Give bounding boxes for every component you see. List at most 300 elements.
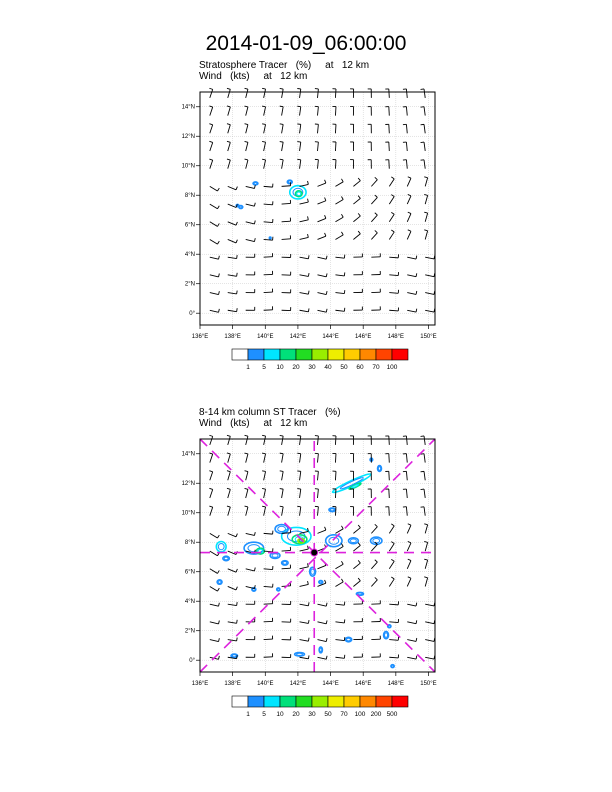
p1-wind-barb-150 [335, 290, 344, 293]
p1-wind-barb-132 [246, 271, 255, 274]
p2-ytick-label-5: 10°N [181, 510, 195, 517]
p2-wind-barb-60 [350, 507, 353, 516]
p1-wind-barb-135 [300, 273, 309, 276]
p2-wind-barb-1 [227, 435, 230, 445]
p2-wind-barb-28 [245, 471, 248, 481]
p1-wind-barb-47 [350, 142, 353, 151]
p1-wind-barb-11 [403, 89, 407, 98]
p1-wind-barb-30 [280, 124, 283, 133]
p2-colorbar-label-6: 70 [340, 711, 348, 718]
p1-wind-barb-74 [371, 177, 377, 186]
p1-wind-barb-51 [421, 142, 426, 151]
p2-wind-barb-16 [262, 453, 265, 463]
p1-xtick-label-1: 138°E [224, 334, 241, 340]
p2-tracer-patch-inner-8 [272, 554, 278, 558]
p2-ytick-label-2: 4°N [184, 599, 195, 606]
p2-wind-barb-51 [421, 489, 426, 498]
p2-wind-barb-34 [350, 471, 353, 480]
p1-wind-barb-110 [318, 233, 326, 240]
p1-wind-barb-67 [246, 185, 256, 188]
p1-wind-barb-122 [300, 255, 309, 258]
p2-tracer-patch-inner-4 [218, 544, 224, 550]
p2-colorbar-box-1 [248, 696, 264, 707]
p2-wind-barb-135 [300, 620, 309, 623]
p2-wind-barb-162 [318, 656, 328, 659]
p2-tracer-patch-inner-27 [347, 638, 351, 641]
p2-ytick-label-3: 6°N [184, 569, 195, 576]
p2-center-marker [311, 549, 318, 556]
p2-wind-barb-136 [318, 620, 328, 623]
p2-wind-barb-143 [210, 638, 220, 641]
p2-wind-barb-150 [335, 637, 344, 640]
p2-wind-barb-93 [246, 567, 256, 570]
p1-wind-barb-136 [318, 273, 328, 276]
p2-wind-barb-74 [371, 524, 377, 533]
p1-colorbar-label-9: 100 [386, 364, 398, 371]
p2-tracer-patch-inner-20 [358, 593, 362, 595]
p1-wind-barb-96 [300, 216, 309, 221]
p1-wind-barb-126 [371, 253, 380, 257]
p2-wind-barb-65 [210, 533, 220, 538]
p1-xtick-label-3: 142°E [289, 334, 307, 340]
p1-wind-barb-61 [368, 160, 372, 169]
p1-wind-barb-20 [332, 106, 335, 115]
p2-wind-barb-42 [262, 488, 265, 498]
p2-wind-barb-122 [300, 602, 309, 605]
p1-wind-barb-59 [332, 159, 335, 168]
p1-wind-barb-48 [368, 142, 372, 151]
p1-colorbar-label-5: 40 [324, 364, 332, 371]
p2-wind-barb-43 [280, 489, 283, 498]
p1-wind-barb-43 [280, 142, 283, 151]
p2-colorbar-label-4: 30 [308, 711, 316, 718]
p1-wind-barb-71 [318, 180, 326, 187]
p1-colorbar-box-2 [264, 349, 280, 360]
p2-tracer-patch-inner-13 [330, 509, 334, 511]
p2-tracer-patch-inner-24 [232, 655, 236, 657]
p1-wind-barb-72 [335, 179, 343, 187]
p2-wind-barb-99 [353, 560, 360, 568]
p1-wind-barb-160 [282, 307, 291, 310]
p1-wind-barb-82 [282, 200, 291, 204]
p2-wind-barb-6 [315, 436, 318, 445]
p1-wind-barb-68 [264, 184, 273, 187]
p1-ytick-label-6: 12°N [181, 134, 195, 141]
p2-wind-barb-48 [368, 489, 372, 498]
p2-wind-barb-168 [425, 656, 435, 659]
p2-wind-barb-38 [421, 471, 426, 480]
p2-colorbar-box-4 [296, 696, 312, 707]
p2-wind-barb-77 [424, 524, 427, 534]
p1-ytick-label-0: 0° [189, 311, 195, 318]
p1-wind-barb-164 [353, 307, 362, 311]
p1-wind-barb-33 [332, 124, 335, 133]
p1-wind-barb-15 [245, 106, 248, 116]
p1-wind-barb-27 [227, 124, 230, 134]
p1-wind-barb-81 [264, 201, 273, 204]
p1-wind-barb-45 [315, 142, 318, 151]
p1-wind-barb-99 [353, 213, 360, 221]
p2-tracer-patch-inner-26 [320, 648, 322, 652]
p2-wind-barb-91 [210, 569, 220, 574]
p1-wind-barb-121 [282, 254, 291, 257]
p1-wind-barb-55 [262, 159, 265, 169]
p1-wind-barb-124 [335, 255, 344, 258]
p1-wind-barb-100 [371, 213, 377, 222]
p1-wind-barb-56 [280, 159, 283, 168]
p1-colorbar-label-4: 30 [308, 364, 316, 371]
p2-wind-barb-13 [209, 453, 212, 463]
p2-wind-barb-133 [264, 618, 273, 622]
p2-wind-barb-167 [407, 656, 417, 659]
p2-wind-barb-7 [332, 436, 335, 445]
p1-wind-barb-49 [385, 142, 389, 151]
p2-wind-barb-112 [353, 578, 360, 586]
p1-ytick-label-5: 10°N [181, 163, 195, 170]
p2-wind-barb-25 [421, 454, 426, 463]
p1-wind-barb-117 [210, 256, 220, 259]
p1-wind-barb-104 [210, 239, 220, 244]
p1-wind-barb-7 [332, 89, 335, 98]
p2-wind-barb-151 [353, 636, 362, 640]
p1-wind-barb-115 [407, 230, 411, 240]
p1-wind-barb-2 [245, 88, 248, 98]
p2-ytick-label-4: 8°N [184, 540, 195, 547]
p1-tracer-patch-inner-4 [240, 206, 242, 208]
p1-wind-barb-28 [245, 124, 248, 134]
p2-tracer-patch-inner-11 [350, 539, 356, 543]
p2-ytick-label-6: 12°N [181, 481, 195, 488]
p2-tracer-patch-inner-16 [378, 467, 380, 471]
p2-xtick-label-4: 144°E [322, 681, 339, 687]
p2-tracer-patch-10 [326, 535, 342, 547]
p2-wind-barb-138 [353, 618, 362, 622]
p1-wind-barb-19 [315, 106, 318, 115]
p1-colorbar-box-1 [248, 349, 264, 360]
p1-wind-barb-0 [209, 88, 212, 98]
p2-xtick-label-0: 136°E [191, 681, 209, 687]
p1-colorbar-label-3: 20 [292, 364, 300, 371]
p1-wind-barb-89 [407, 194, 411, 204]
p2-wind-barb-94 [264, 566, 273, 569]
panel1-title-line1: Stratosphere Tracer (%) at 12 km [199, 60, 370, 71]
p1-wind-barb-140 [389, 272, 398, 275]
p1-xtick-label-7: 150°E [420, 334, 437, 340]
p2-wind-barb-76 [407, 524, 411, 534]
p2-tracer-patch-inner-29 [388, 625, 390, 627]
p1-xtick-label-0: 136°E [191, 334, 209, 340]
p2-wind-barb-102 [407, 559, 411, 569]
p2-colorbar-label-0: 1 [246, 711, 250, 718]
p2-wind-barb-139 [371, 618, 380, 622]
p1-colorbar-box-4 [296, 349, 312, 360]
p1-wind-barb-148 [300, 291, 309, 294]
p1-wind-barb-12 [421, 89, 426, 98]
p2-wind-barb-19 [315, 453, 318, 462]
p1-wind-barb-97 [318, 215, 326, 222]
p2-tracer-patch-inner-25 [297, 653, 303, 655]
p2-wind-barb-15 [245, 453, 248, 463]
p2-wind-barb-100 [371, 560, 377, 569]
p2-wind-barb-165 [371, 653, 380, 657]
p2-wind-barb-82 [282, 547, 291, 551]
p2-wind-barb-126 [371, 600, 380, 604]
p1-wind-barb-40 [227, 141, 230, 151]
p1-wind-barb-145 [246, 289, 255, 292]
p2-wind-barb-45 [315, 489, 318, 498]
panel2-map [180, 433, 450, 753]
p2-wind-barb-158 [246, 654, 255, 657]
p1-wind-barb-84 [318, 198, 326, 205]
p2-wind-barb-145 [246, 636, 255, 639]
p1-wind-barb-17 [280, 106, 283, 115]
p2-tracer-patch-inner-19 [320, 581, 322, 583]
p2-wind-barb-160 [282, 654, 291, 657]
p1-tracer-patch-inner-3 [254, 183, 257, 185]
p2-xtick-label-1: 138°E [224, 681, 241, 687]
p1-wind-barb-8 [350, 89, 353, 98]
p1-wind-barb-1 [227, 88, 230, 98]
p1-wind-barb-78 [210, 204, 220, 209]
p1-colorbar-label-2: 10 [276, 364, 284, 371]
p2-xtick-label-3: 142°E [289, 681, 307, 687]
p2-wind-barb-52 [209, 506, 212, 516]
p2-wind-barb-72 [335, 526, 343, 534]
p1-wind-barb-60 [350, 160, 353, 169]
p2-wind-barb-127 [389, 601, 398, 604]
p2-wind-barb-153 [389, 637, 398, 640]
p1-wind-barb-38 [421, 124, 426, 133]
p2-wind-barb-89 [407, 541, 411, 551]
p1-wind-barb-42 [262, 141, 265, 151]
p2-wind-barb-29 [262, 471, 265, 481]
p1-wind-barb-138 [353, 271, 362, 275]
p1-wind-barb-87 [371, 195, 377, 204]
p2-wind-barb-130 [210, 620, 220, 623]
p2-wind-barb-104 [210, 586, 220, 591]
p1-wind-barb-46 [332, 142, 335, 151]
p2-wind-barb-142 [425, 620, 435, 623]
p1-wind-barb-16 [262, 106, 265, 116]
p1-colorbar-box-0 [232, 349, 248, 360]
p2-wind-barb-2 [245, 435, 248, 445]
p1-xtick-label-6: 148°E [387, 334, 405, 340]
p1-wind-barb-123 [318, 256, 328, 259]
p1-wind-barb-50 [403, 142, 407, 151]
p2-colorbar-label-5: 50 [324, 711, 332, 718]
p1-wind-barb-85 [335, 197, 343, 205]
p2-wind-barb-68 [264, 531, 273, 534]
p1-wind-barb-116 [424, 230, 427, 240]
p2-wind-barb-39 [209, 488, 212, 498]
p1-wind-barb-94 [264, 219, 273, 222]
p1-wind-barb-112 [353, 231, 360, 239]
p2-wind-barb-113 [371, 577, 377, 586]
p1-wind-barb-91 [210, 222, 220, 227]
panel2-title-line2: Wind (kts) at 12 km [199, 418, 308, 429]
p1-colorbar-box-5 [312, 349, 328, 360]
p2-ytick-label-0: 0° [189, 658, 195, 665]
p1-wind-barb-9 [368, 89, 372, 98]
p1-tracer-patch-inner-6 [270, 237, 271, 238]
panel1-map [180, 86, 450, 406]
p1-wind-barb-103 [424, 212, 427, 222]
p1-wind-barb-14 [227, 106, 230, 116]
p2-wind-barb-117 [210, 603, 220, 606]
p2-wind-barb-26 [209, 471, 212, 481]
p2-wind-barb-121 [282, 601, 291, 604]
p1-ytick-label-1: 2°N [184, 281, 195, 288]
p1-wind-barb-63 [403, 160, 407, 169]
p1-wind-barb-156 [210, 309, 220, 312]
p2-xtick-label-5: 146°E [354, 681, 372, 687]
p2-wind-barb-37 [403, 471, 407, 480]
p1-colorbar-label-0: 1 [246, 364, 250, 371]
p2-wind-barb-154 [407, 638, 417, 641]
p2-wind-barb-75 [389, 524, 394, 533]
p2-colorbar-box-9 [376, 696, 392, 707]
p2-wind-barb-63 [403, 507, 407, 516]
p1-colorbar-box-3 [280, 349, 296, 360]
p2-wind-barb-101 [389, 559, 394, 568]
p2-wind-barb-140 [389, 619, 398, 622]
p1-wind-barb-75 [389, 177, 394, 186]
p2-ytick-label-1: 2°N [184, 628, 195, 635]
p2-wind-barb-61 [368, 507, 372, 516]
p1-wind-barb-21 [350, 107, 353, 116]
p2-wind-barb-164 [353, 654, 362, 658]
p2-wind-barb-141 [407, 620, 417, 623]
p2-wind-barb-17 [280, 453, 283, 462]
p2-wind-barb-152 [371, 636, 380, 640]
p1-wind-barb-134 [282, 272, 291, 275]
p1-colorbar-label-6: 50 [340, 364, 348, 371]
p1-wind-barb-101 [389, 212, 394, 221]
p2-tracer-patch-inner-28 [385, 633, 388, 637]
p1-wind-barb-90 [424, 194, 427, 204]
p1-colorbar-label-8: 70 [372, 364, 380, 371]
p1-wind-barb-139 [371, 271, 380, 275]
p2-wind-barb-20 [332, 453, 335, 462]
p1-wind-barb-41 [245, 141, 248, 151]
p1-wind-barb-77 [424, 177, 427, 187]
p1-wind-barb-149 [318, 291, 328, 294]
p2-xtick-label-2: 140°E [257, 681, 274, 687]
p1-ytick-label-3: 6°N [184, 222, 195, 229]
p1-wind-barb-141 [407, 273, 417, 276]
p1-wind-barb-151 [353, 289, 362, 293]
p1-wind-barb-24 [403, 107, 407, 116]
p2-wind-barb-27 [227, 471, 230, 481]
p1-wind-barb-111 [335, 232, 343, 240]
p2-wind-barb-36 [385, 471, 389, 480]
p2-wind-barb-155 [425, 638, 435, 641]
p1-wind-barb-73 [353, 178, 360, 186]
p1-wind-barb-153 [389, 290, 398, 293]
p1-wind-barb-80 [246, 203, 256, 206]
p1-wind-barb-4 [280, 88, 283, 97]
p2-wind-barb-134 [282, 619, 291, 622]
p1-colorbar-box-6 [328, 349, 344, 360]
p2-wind-barb-4 [280, 435, 283, 444]
p2-wind-barb-23 [385, 454, 389, 463]
p2-colorbar-box-10 [392, 696, 408, 707]
p1-wind-barb-93 [246, 220, 256, 223]
p2-wind-barb-114 [389, 577, 394, 586]
p1-wind-barb-53 [227, 159, 230, 169]
p2-wind-barb-30 [280, 471, 283, 480]
p2-colorbar-label-7: 100 [354, 711, 366, 718]
p2-xtick-label-6: 148°E [387, 681, 405, 687]
p1-wind-barb-147 [282, 289, 291, 292]
main-title: 2014-01-09_06:00:00 [205, 32, 407, 55]
p1-wind-barb-36 [385, 124, 389, 133]
p1-wind-barb-128 [407, 256, 417, 259]
p2-wind-barb-58 [315, 506, 318, 515]
p1-wind-barb-95 [282, 218, 291, 222]
p1-wind-barb-64 [421, 160, 426, 169]
p1-wind-barb-161 [300, 308, 309, 311]
p1-ytick-label-4: 8°N [184, 193, 195, 200]
p2-wind-barb-111 [335, 579, 343, 587]
p1-colorbar-box-9 [376, 349, 392, 360]
p1-wind-barb-130 [210, 273, 220, 276]
p1-wind-barb-108 [282, 235, 291, 239]
p2-wind-barb-103 [424, 559, 427, 569]
p2-wind-barb-47 [350, 489, 353, 498]
p2-wind-barb-166 [389, 654, 398, 657]
p2-wind-barb-88 [389, 542, 394, 551]
p1-wind-barb-167 [407, 309, 417, 312]
p2-wind-barb-21 [350, 454, 353, 463]
p2-wind-barb-33 [332, 471, 335, 480]
p1-wind-barb-114 [389, 230, 394, 239]
p1-wind-barb-113 [371, 230, 377, 239]
p1-wind-barb-62 [385, 160, 389, 169]
p1-wind-barb-22 [368, 107, 372, 116]
p2-wind-barb-50 [403, 489, 407, 498]
p1-wind-barb-127 [389, 254, 398, 257]
p2-tracer-patch-inner-23 [218, 581, 221, 584]
p1-wind-barb-86 [353, 196, 360, 204]
p1-wind-barb-39 [209, 141, 212, 151]
p2-colorbar-box-3 [280, 696, 296, 707]
p1-wind-barb-165 [371, 306, 380, 310]
p2-tracer-patch-inner-3 [278, 526, 286, 531]
p2-wind-barb-148 [300, 638, 309, 641]
p2-wind-barb-147 [282, 636, 291, 639]
p1-ytick-label-2: 4°N [184, 252, 195, 259]
p1-wind-barb-6 [315, 89, 318, 98]
p2-ytick-label-7: 14°N [181, 451, 195, 458]
p2-wind-barb-120 [264, 600, 273, 604]
p1-wind-barb-23 [385, 107, 389, 116]
p2-wind-barb-96 [300, 563, 309, 568]
p1-wind-barb-146 [264, 289, 273, 293]
p1-tracer-patch-inner-1 [297, 192, 301, 196]
p1-wind-barb-163 [335, 308, 344, 311]
p1-wind-barb-37 [403, 124, 407, 133]
p2-wind-barb-163 [335, 655, 344, 658]
p1-ytick-label-7: 14°N [181, 104, 195, 111]
p1-wind-barb-52 [209, 159, 212, 169]
p1-map-frame [200, 92, 435, 325]
p1-wind-barb-76 [407, 177, 411, 187]
p2-wind-barb-83 [300, 546, 309, 551]
p1-colorbar-box-8 [360, 349, 376, 360]
p2-colorbar-box-2 [264, 696, 280, 707]
p2-wind-barb-56 [280, 506, 283, 515]
